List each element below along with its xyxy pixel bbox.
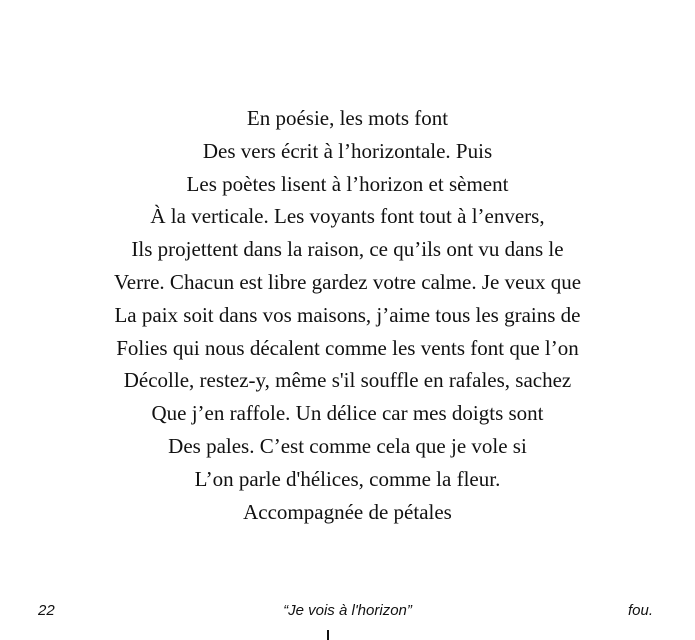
poem-line: Folies qui nous décalent comme les vents font que l’on	[116, 335, 579, 360]
poem-line: Décolle, restez-y, même s'il souffle en rafales, sachez	[123, 368, 572, 393]
poem-line: Verre. Chacun est libre gardez votre calme. Je veux que	[113, 269, 582, 294]
poem-line: Ils projettent dans la raison, ce qu’ils ont vu dans le	[131, 237, 564, 262]
poem-line: Des vers écrit à l’horizontale. Puis	[202, 138, 493, 163]
poem-line: L’on parle d'hélices, comme la fleur.	[194, 466, 501, 491]
poem-line: Accompagnée de pétales	[243, 499, 452, 524]
poem-line: En poésie, les mots font	[246, 106, 449, 130]
poem-line: À la verticale. Les voyants font tout à l’envers,	[150, 204, 545, 229]
poem-line: Que j’en raffole. Un délice car mes doigts sont	[151, 401, 544, 426]
poem-line: La paix soit dans vos maisons, j’aime tous les grains de	[114, 302, 581, 327]
footer-tick-mark	[327, 630, 329, 640]
poem-line: Des pales. C’est comme cela que je vole si	[168, 433, 527, 458]
footer-right-text: fou.	[627, 602, 653, 619]
poem-line: Les poètes lisent à l’horizon et sèment	[186, 171, 509, 196]
page-number: 22	[38, 602, 55, 619]
poem	[0, 102, 695, 528]
running-title: “Je vois à l'horizon”	[283, 602, 412, 619]
